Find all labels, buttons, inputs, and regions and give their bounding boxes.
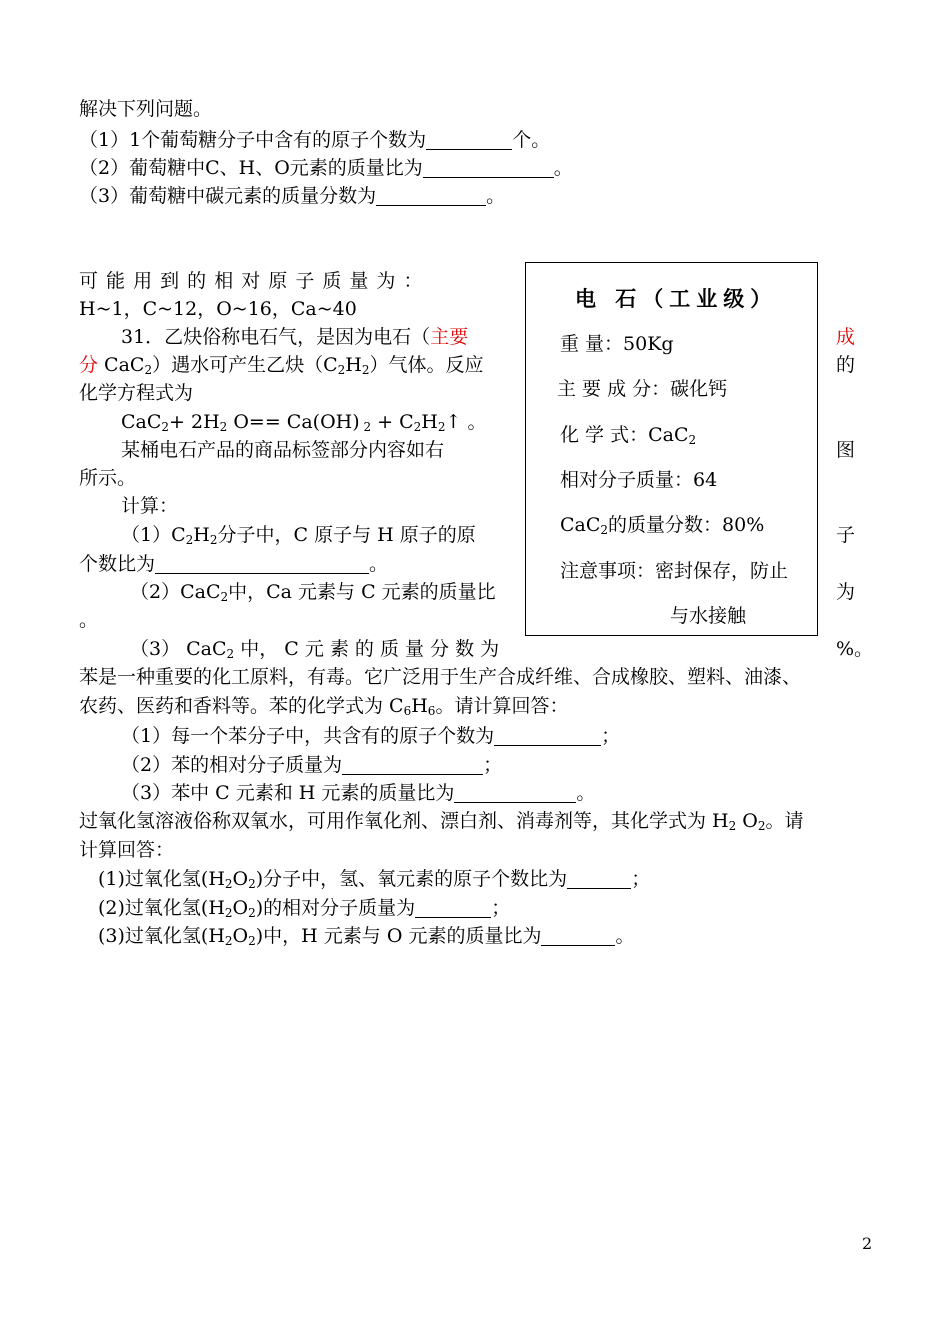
peroxide-q3: (3)过氧化氢$(H_2O_2)$中，H 元素与 O 元素的质量比为 。: [98, 925, 635, 948]
q31-red-a: 主要: [430, 326, 469, 348]
c1-a: （1）C: [121, 524, 186, 546]
q31-line1: [121, 328, 468, 347]
benzene-q2-suffix: ；: [483, 754, 503, 776]
peroxide-q1-d: ；: [631, 868, 651, 890]
peroxide-q3-c: )中，H 元素与 O 元素的质量比为: [255, 925, 542, 947]
glucose-q1-text: （1）1个葡萄糖分子中含有的原子个数为: [79, 129, 427, 151]
calc-q2-line2: 。: [79, 609, 99, 631]
glucose-q2-suffix: 。: [553, 157, 573, 179]
right-fragment-tu: 图: [836, 439, 856, 461]
peroxide-q1-b: O: [232, 868, 249, 890]
peroxide-l1-pre: 过氧化氢溶液俗称双氧水，可用作氧化剂、漂白剂、消毒剂等，其化学式为 H: [79, 810, 729, 832]
peroxide-q2-blank[interactable]: [415, 898, 491, 918]
benzene-q2: [121, 755, 502, 775]
benzene-q1: [121, 726, 620, 746]
benzene-l2-pre: 农药、医药和香料等。苯的化学式为 C: [79, 695, 404, 717]
label-desc-line1: 某桶电石产品的商品标签部分内容如右: [121, 439, 445, 461]
benzene-l2-post: 。请计算回答：: [435, 695, 569, 717]
reaction-equation: $CaC_2+ 2H_2$ O== Ca(OH) $_2 + C_2H_2↑$ 。: [121, 411, 487, 434]
peroxide-q2-d: ；: [491, 897, 511, 919]
label-main-component: 主 要 成 分：碳化钙: [557, 378, 728, 400]
c1-b: H: [193, 524, 210, 546]
eq-c: O== Ca(OH): [227, 411, 360, 433]
glucose-q3: [79, 186, 505, 206]
peroxide-l1-sub2: 2: [757, 819, 766, 833]
benzene-q1-suffix: ；: [601, 725, 621, 747]
page-number: 2: [862, 1234, 873, 1253]
peroxide-q2: (2)过氧化氢$(H_2O_2)$的相对分子质量为 ；: [98, 897, 511, 920]
label-mf-post: 的质量分数：80%: [608, 514, 765, 536]
peroxide-q2-c: )的相对分子质量为: [255, 897, 416, 919]
eq-b: + 2H: [169, 411, 220, 433]
glucose-q1-suffix: 个。: [512, 129, 551, 151]
c1-c: 分子中，C 原子与 H 原子的原: [217, 524, 476, 546]
calc-q1-blank[interactable]: [155, 554, 369, 574]
benzene-line1: 苯是一种重要的化工原料，有毒。它广泛用于生产合成纤维、合成橡胶、塑料、油漆、: [79, 666, 802, 688]
peroxide-q2-a: (2)过氧化氢(H: [98, 897, 225, 919]
benzene-q3-text: （3）苯中 C 元素和 H 元素的质量比为: [121, 782, 455, 804]
eq-d: + C: [371, 411, 414, 433]
label-formula-text: 化 学 式：CaC: [560, 424, 689, 446]
benzene-q3-blank[interactable]: [454, 783, 576, 803]
eq-e: H: [421, 411, 438, 433]
q31-b4: ）气体。反应: [369, 354, 484, 376]
glucose-q2-text: （2）葡萄糖中C、H、O元素的质量比为: [79, 157, 423, 179]
label-mf-sub: 2: [600, 523, 609, 537]
q31-line3: 化学方程式为: [79, 382, 194, 404]
benzene-q2-text: （2）苯的相对分子质量为: [121, 754, 343, 776]
eq-f: ↑ 。: [445, 411, 487, 433]
peroxide-q1-blank[interactable]: [567, 869, 631, 889]
benzene-q1-blank[interactable]: [494, 726, 601, 746]
peroxide-l1-sub1: 2: [728, 819, 737, 833]
glucose-q3-suffix: 。: [486, 185, 506, 207]
label-notes-line1: 注意事项：密封保存，防止: [560, 560, 789, 582]
benzene-line2: [79, 697, 568, 716]
glucose-q1: [79, 130, 550, 150]
glucose-q3-blank[interactable]: [376, 186, 486, 206]
peroxide-l1-mid: O: [736, 810, 758, 832]
q31-b2: ）遇水可产生乙炔（C: [152, 354, 338, 376]
benzene-q3: [121, 783, 595, 803]
peroxide-q3-b: O: [232, 925, 249, 947]
c3-b: 中， C 元 素 的 质 量 分 数 为: [234, 638, 500, 660]
label-formula: [560, 426, 696, 445]
q31-line2: 分 CaC$_2$）遇水可产生乙炔$(C_2H_2)$气体。反应: [79, 354, 484, 377]
q31-text-a: 31．乙炔俗称电石气，是因为电石（: [121, 326, 431, 348]
peroxide-line2: 计算回答：: [79, 839, 175, 861]
benzene-q2-blank[interactable]: [342, 755, 483, 775]
c2-b: 中，Ca 元素与 C 元素的质量比: [228, 581, 496, 603]
peroxide-q3-d: 。: [615, 925, 635, 947]
atomic-mass-line1: 可 能 用 到 的 相 对 原 子 质 量 为 ：: [79, 270, 424, 292]
peroxide-q1-c: )分子中，氢、氧元素的原子个数比为: [255, 868, 568, 890]
right-fragment-de: 的: [836, 354, 856, 376]
label-relative-mass: 相对分子质量：64: [560, 469, 718, 491]
benzene-l2-mid: H: [411, 695, 428, 717]
c2-a: （2）CaC: [130, 581, 221, 603]
benzene-l2-sub2: 6: [427, 704, 436, 718]
right-fragment-percent: %。: [836, 638, 874, 660]
q31-b3: H: [345, 354, 362, 376]
label-desc-line2: 所示。: [79, 467, 137, 489]
peroxide-line1: [79, 812, 804, 831]
peroxide-q2-b: O: [232, 897, 249, 919]
glucose-q3-text: （3）葡萄糖中碳元素的质量分数为: [79, 185, 377, 207]
q31-b1: CaC: [98, 354, 145, 376]
calc-q1-line2: [79, 554, 388, 574]
label-notes-line2: 与水接触: [670, 605, 747, 627]
glucose-q1-blank[interactable]: [426, 130, 512, 150]
benzene-q3-suffix: 。: [576, 782, 596, 804]
label-formula-sub: 2: [688, 433, 697, 447]
calc-q2-line1: （2）CaC$_2$中，Ca 元素与 C 元素的质量比: [130, 581, 496, 604]
c1-line2-text: 个数比为: [79, 553, 156, 575]
benzene-l2-sub1: 6: [403, 704, 412, 718]
label-mf-pre: CaC: [560, 514, 601, 536]
eq-a: CaC: [121, 411, 162, 433]
label-title: 电 石（工业级）: [575, 286, 778, 311]
glucose-q2: [79, 158, 573, 178]
right-fragment-wei: 为: [836, 581, 856, 603]
c1-line2-suffix: 。: [369, 553, 389, 575]
peroxide-q3-blank[interactable]: [541, 926, 615, 946]
right-fragment-cheng: 成: [836, 326, 856, 348]
q31-red-b: 分: [79, 354, 99, 376]
label-mass-fraction: [560, 516, 764, 535]
right-fragment-zi: 子: [836, 524, 856, 546]
peroxide-q1: (1)过氧化氢$(H_2O_2)$分子中，氢、氧元素的原子个数比为 ；: [98, 868, 651, 891]
benzene-q1-text: （1）每一个苯分子中，共含有的原子个数为: [121, 725, 495, 747]
peroxide-q3-a: (3)过氧化氢(H: [98, 925, 225, 947]
peroxide-q1-a: (1)过氧化氢(H: [98, 868, 225, 890]
calc-heading: 计算：: [121, 495, 179, 517]
c3-a: （3） CaC: [130, 638, 227, 660]
label-weight: 重 量：50Kg: [560, 333, 674, 355]
glucose-q2-blank[interactable]: [423, 158, 554, 178]
calc-q1-line1: $(1)C_2H_2$分子中，C 原子与 H 原子的原: [121, 524, 476, 547]
atomic-mass-line2: H~1，C~12，O~16，Ca~40: [79, 298, 357, 320]
peroxide-l1-post: 。请: [765, 810, 804, 832]
calc-q3-line1: （3） CaC$_2$ 中， C 元 素 的 质 量 分 数 为: [130, 638, 500, 661]
glucose-intro: 解决下列问题。: [79, 98, 213, 120]
